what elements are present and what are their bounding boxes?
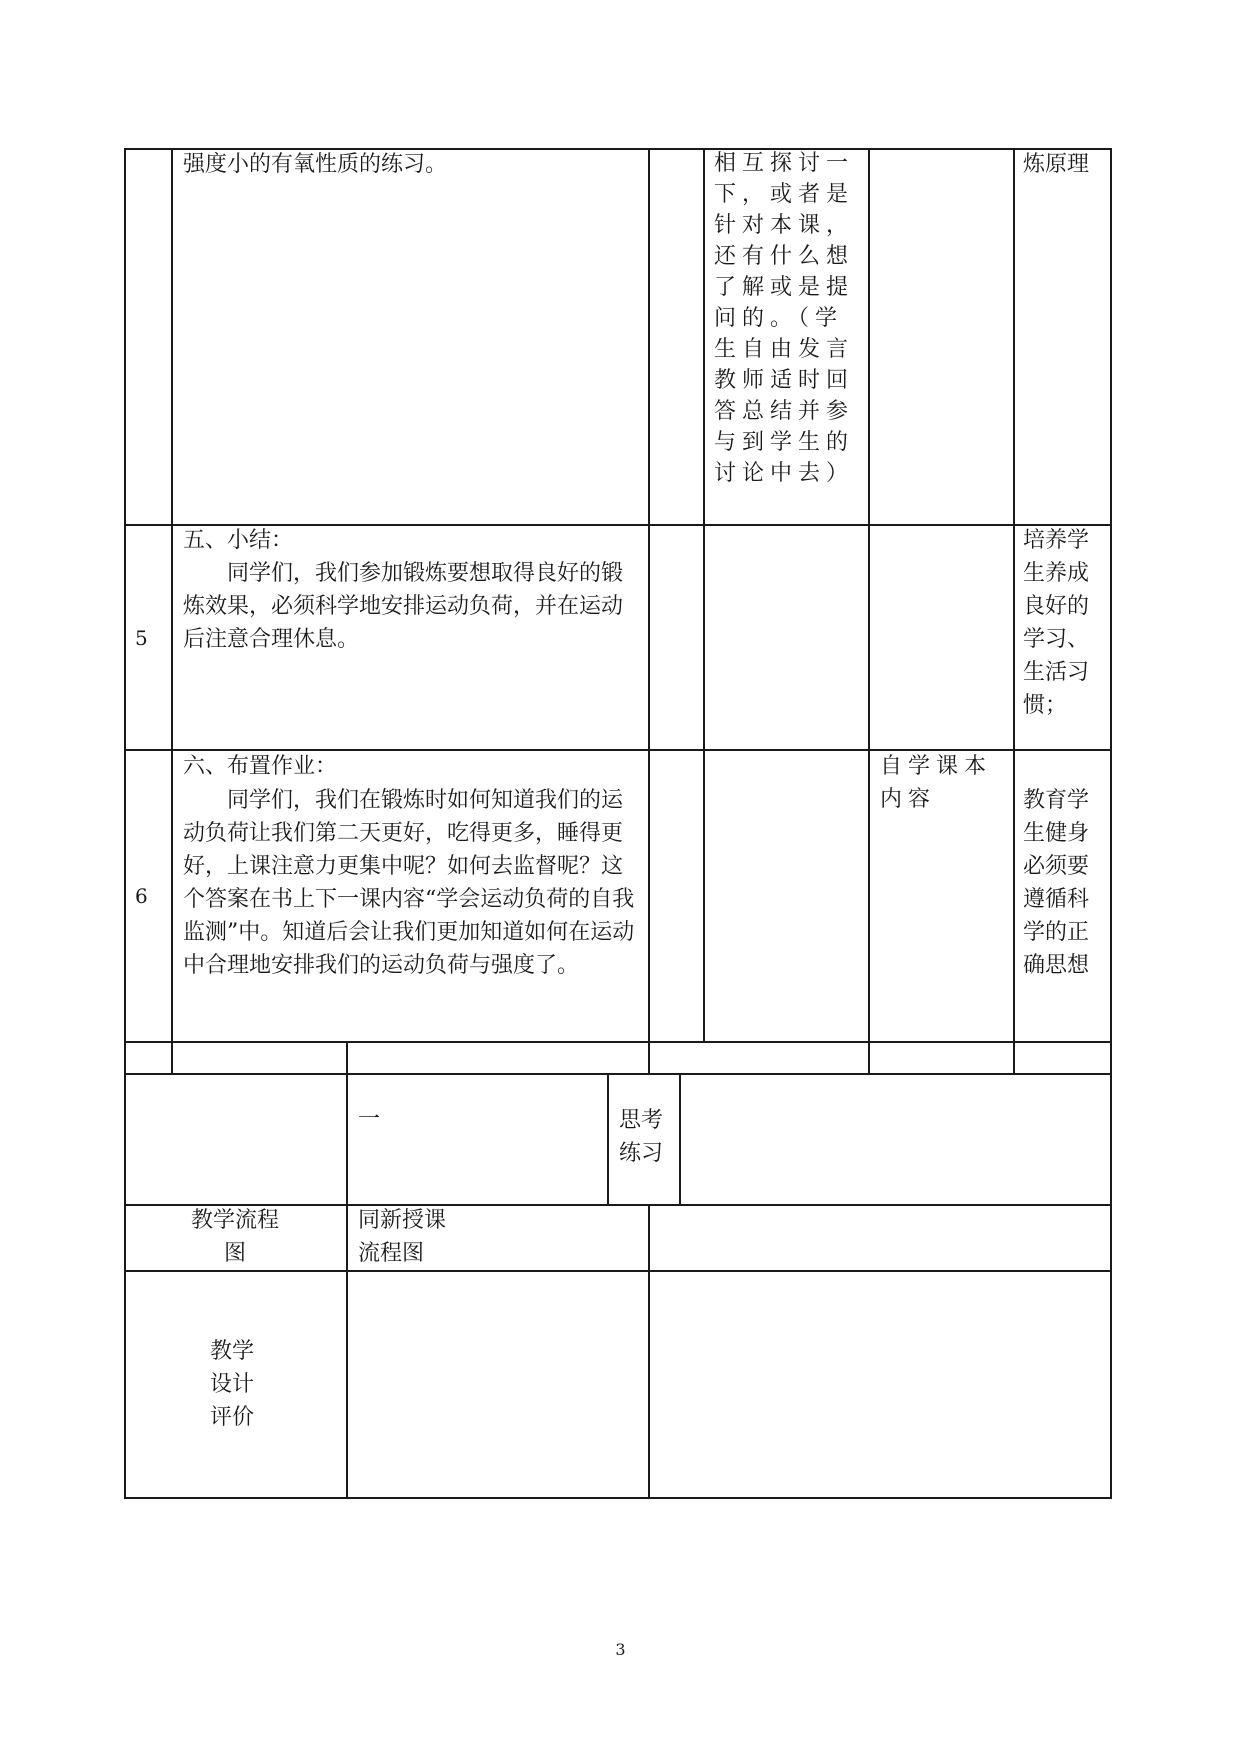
row-content: 同学们，我们参加锻炼要想取得良好的锻炼效果，必须科学地安排运动负荷，并在运动后注意合理休息。 [183,561,624,652]
table-line [124,1073,1111,1075]
table-line [648,1041,650,1073]
flowchart-label: 教学流程图 [190,1208,279,1266]
row-number: 5 [135,626,148,650]
table-line [171,148,173,1073]
table-line [679,1073,681,1204]
table-line [648,148,650,1041]
row-resources: 自学课本内容 [880,754,993,812]
row-student-activity: 相互探讨一下，或者是针对本课，还有什么想了解或是提问的。（学生自由发言教师适时回答总结并参与到学生的讨论中去） [714,151,855,486]
table-line [124,1497,1111,1499]
evaluation-label: 教学设计评价 [210,1339,255,1430]
row-number: 6 [135,884,148,908]
row-design-intent: 培养学生养成良好的学习、生活习惯； [1023,528,1090,718]
flowchart-value: 同新授课流程图 [358,1208,447,1266]
table-line [124,148,126,1499]
table-line [868,148,870,1073]
row-design-intent: 炼原理 [1023,152,1090,177]
row-design-intent: 教育学生健身必须要遵循科学的正确思想 [1023,788,1090,978]
exercise-label: 思考练习 [619,1108,664,1166]
table-line [346,1041,348,1073]
dash-mark: 一 [358,1107,381,1132]
row-content: 强度小的有氧性质的练习。 [183,152,448,177]
table-line [1013,148,1015,1073]
page-number: 3 [615,1640,626,1659]
row-heading: 六、布置作业： [183,754,338,779]
table-line [648,1204,650,1499]
row-heading: 五、小结： [183,528,294,553]
table-line [346,1073,348,1499]
table-line [703,148,705,1041]
table-line [607,1073,609,1204]
row-content: 同学们，我们在锻炼时如何知道我们的运动负荷让我们第二天更好，吃得更多，睡得更好，上课注意力更集中呢？如何去监督呢？这个答案在书上下一课内容“学会运动负荷的自我监测”中。知道后会让我们更加知道如何在运动中合理地安排我们的运动负荷与强度了。 [183,788,635,978]
table-line [124,1270,1111,1272]
table-line [1110,148,1112,1499]
table-line [124,1041,1111,1043]
